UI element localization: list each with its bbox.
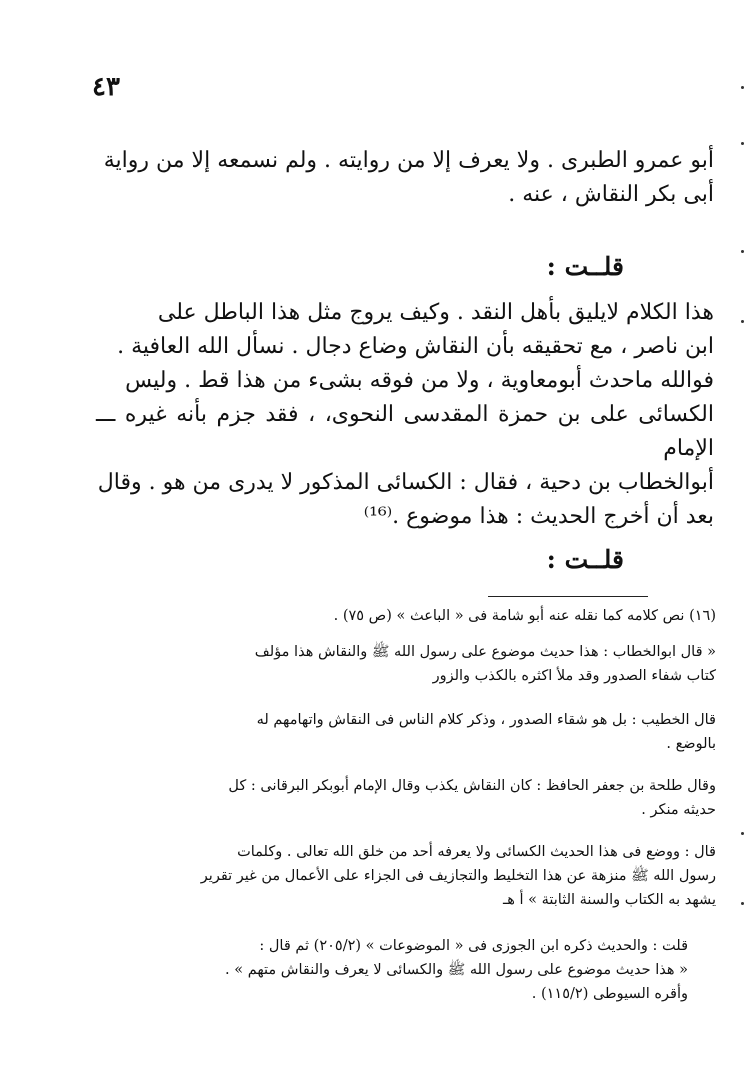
paragraph-line: هذا الكلام لايليق بأهل النقد . وكيف يروج مثل هذا الباطل على: [157, 300, 714, 325]
footnote-16: [100, 604, 716, 628]
paragraph-line: أبى بكر النقاش ، عنه .: [508, 182, 714, 207]
footnote-line: كتاب شفاء الصدور وقد ملأ اكثره بالكذب والزور: [432, 668, 716, 684]
scan-speck: [741, 320, 744, 323]
footnote-line: حديثه منكر .: [641, 802, 716, 818]
footnote-quote-talha: [100, 774, 716, 822]
paragraph-line: الكسائى على بن حمزة المقدسى النحوى، ، فقد جزم بأنه غيره ـــ الإمام: [96, 402, 714, 461]
footnote-author-note: [100, 934, 688, 1006]
footnote-line: بالوضع .: [666, 736, 716, 752]
footnote-line: قلت : والحديث ذكره ابن الجوزى فى « الموضوعات » (٢٠٥/٢) ثم قال :: [259, 938, 688, 954]
footnote-separator: [488, 596, 648, 597]
footnote-line: وأقره السيوطى (١١٥/٢) .: [531, 986, 688, 1002]
footnote-line: وقال طلحة بن جعفر الحافظ : كان النقاش يكذب وقال الإمام أبوبكر البرقانى : كل: [228, 778, 716, 794]
scan-speck: [741, 832, 744, 835]
scan-speck: [741, 86, 744, 89]
footnote-line: « هذا حديث موضوع على رسول الله ﷺ والكسائى لا يعرف والنقاش متهم » .: [225, 962, 688, 978]
footnote-line: (١٦) نص كلامه كما نقله عنه أبو شامة فى « الباعث » (ص ٧٥) .: [333, 608, 716, 624]
footnote-line: رسول الله ﷺ منزهة عن هذا التخليط والتجازيف فى الجزاء على الأعمال من غير تقرير: [200, 868, 716, 884]
scan-speck: [741, 142, 744, 145]
paragraph-main: [96, 296, 714, 534]
paragraph-line: أبوالخطاب بن دحية ، فقال : الكسائى المذكور لا يدرى من هو . وقال: [97, 470, 714, 495]
footnote-quote-abulkhattab: [100, 640, 716, 688]
scan-speck: [741, 902, 744, 905]
paragraph-line: فوالله ماحدث أبومعاوية ، ولا من فوقه بشىء من هذا قط . وليس: [125, 368, 714, 393]
footnote-line: قال : ووضع فى هذا الحديث الكسائى ولا يعرفه أحد من خلق الله تعالى . وكلمات: [237, 844, 716, 860]
footnote-quote-khatib: [100, 708, 716, 756]
paragraph-continuation: [96, 144, 714, 212]
section-heading: قلــت :: [546, 252, 624, 281]
footnote-quote-kisai: [100, 840, 716, 912]
footnote-line: قال الخطيب : بل هو شقاء الصدور ، وذكر كلام الناس فى النقاش واتهامهم له: [256, 712, 716, 728]
section-heading-second: قلــت :: [546, 545, 624, 574]
paragraph-line: بعد أن أخرج الحديث : هذا موضوع .⁽¹⁶⁾: [363, 504, 714, 529]
footnote-line: يشهد به الكتاب والسنة الثابتة » أ هـ: [503, 892, 716, 908]
footnote-line: « قال ابوالخطاب : هذا حديث موضوع على رسول الله ﷺ والنقاش هذا مؤلف: [254, 644, 716, 660]
paragraph-line: أبو عمرو الطبرى . ولا يعرف إلا من روايته . ولم نسمعه إلا من رواية: [103, 148, 714, 173]
paragraph-line: ابن ناصر ، مع تحقيقه بأن النقاش وضاع دجال . نسأل الله العافية .: [117, 334, 714, 359]
page-number: ٤٣: [92, 72, 120, 102]
scan-speck: [741, 250, 744, 253]
